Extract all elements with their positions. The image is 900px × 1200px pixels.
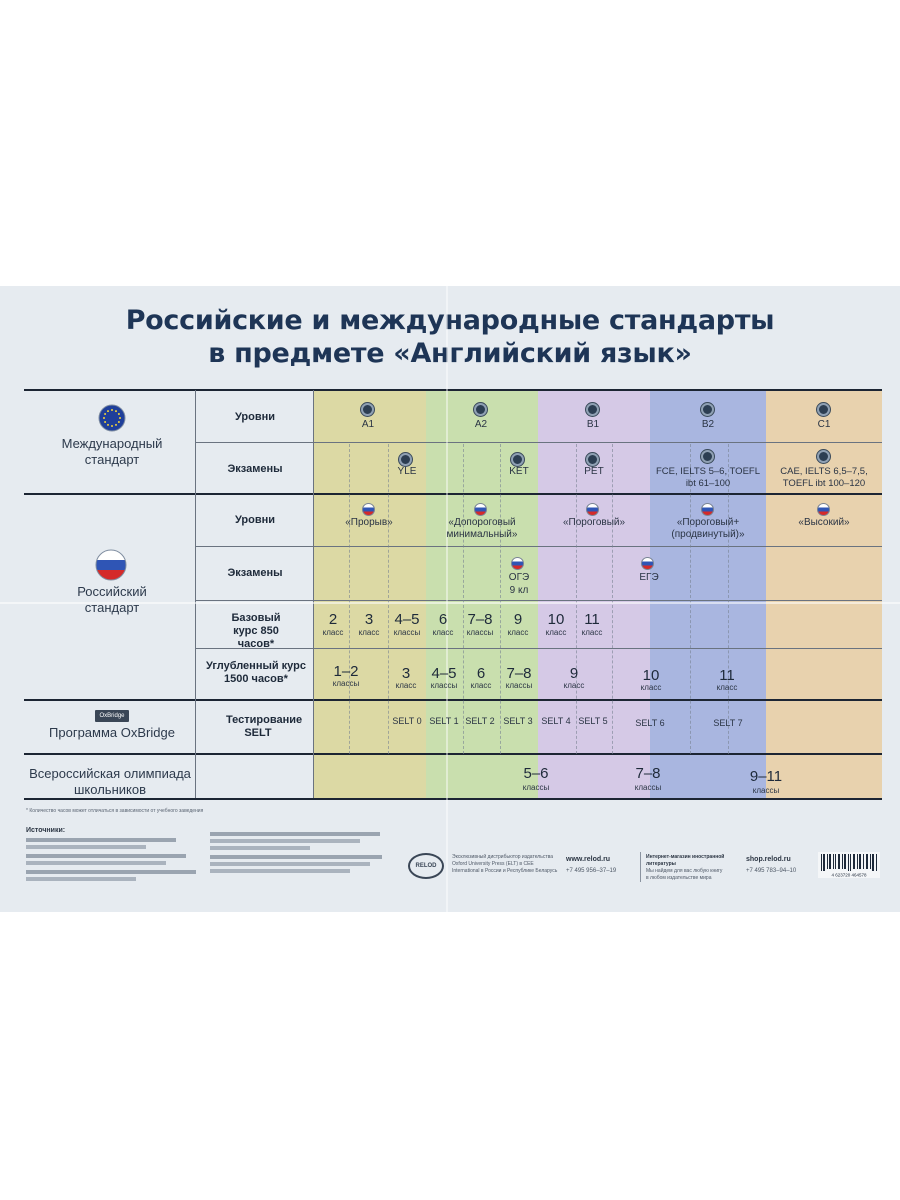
divider [24,493,882,495]
adv-course-grade: 9 [569,665,579,682]
adv-course-grade: 3 [401,665,411,682]
russia-flag-icon [362,503,375,516]
divider [196,600,882,601]
base-course-grade: 7–8 [467,611,493,628]
divider [24,389,882,391]
adv-course-unit: класс [395,681,417,690]
level-marker-icon [701,403,714,416]
level-marker-icon [817,403,830,416]
adv-course-unit: класс [470,681,492,690]
divider [690,444,691,754]
russia-flag-icon [95,549,127,581]
exam-marker-icon [511,453,524,466]
olympiad-unit: классы [522,783,550,792]
divider [349,444,350,754]
exam-ket: KET [509,466,529,477]
barcode-icon [818,852,880,878]
base-course-unit: класс [507,628,529,637]
shop-phone: +7 495 783–94–10 [746,868,797,874]
divider [195,390,196,798]
exam-marker-icon [586,453,599,466]
adv-course-unit: классы [505,681,533,690]
base-course-grade: 6 [438,611,448,628]
divider [612,444,613,754]
olympiad-unit: классы [634,783,662,792]
ru-level-vysokiy: «Высокий» [798,517,850,528]
oxbridge-badge: OxBridge [95,710,129,722]
divider [24,699,882,701]
ru-level-porog: «Пороговый» [562,517,626,528]
divider [196,648,882,649]
row-label-exams: Экзамены [227,463,283,475]
exam-marker-icon [399,453,412,466]
group-olympiad: Всероссийская олимпиада школьников [29,766,191,797]
base-course-unit: класс [322,628,344,637]
cefr-b2: B2 [701,419,715,430]
ru-level-proryv: «Прорыв» [345,517,393,528]
divider [196,442,882,443]
exam-marker-icon [817,450,830,463]
cefr-a2: A2 [474,419,488,430]
footnote: * Количество часов может отличаться в зависимости от учебного заведения [26,808,204,814]
selt-level: SELT 2 [465,716,495,726]
adv-course-grade: 10 [642,667,660,684]
divider [463,444,464,754]
base-course-grade: 10 [547,611,565,628]
base-course-unit: классы [466,628,494,637]
relod-site-link[interactable]: www.relod.ru [566,856,611,863]
shop-text: Мы найдем для вас любую книгу в любом издательстве мира [646,868,723,881]
adv-course-grade: 1–2 [333,663,359,680]
base-course-grade: 11 [584,611,600,628]
group-international: Международный стандарт [61,436,163,467]
ru-level-doporog: «Допороговый минимальный» [446,517,518,540]
relod-phone: +7 495 956–37–19 [566,868,617,874]
sources-list-2 [210,832,390,873]
base-course-grade: 3 [364,611,374,628]
olympiad-grades: 7–8 [635,765,661,782]
level-marker-icon [361,403,374,416]
row-label-ru-exams: Экзамены [227,567,283,579]
column-b1 [538,390,650,800]
base-course-unit: класс [545,628,567,637]
adv-course-grade: 7–8 [506,665,532,682]
row-label-testing: Тестирование SELT [226,714,303,739]
divider [313,390,314,798]
divider [24,753,882,755]
adv-course-unit: класс [563,681,585,690]
divider [196,546,882,547]
russia-flag-icon [817,503,830,516]
row-label-ru-levels: Уровни [234,514,276,526]
adv-course-unit: класс [716,683,738,692]
adv-course-grade: 6 [476,665,486,682]
row-label-adv-course: Углубленный курс 1500 часов* [206,660,306,685]
olympiad-unit: классы [752,786,780,795]
ru-level-porog-plus: «Пороговый+ (продвинутый)» [671,517,745,540]
divider [728,444,729,754]
base-course-grade: 9 [513,611,523,628]
base-course-unit: класс [358,628,380,637]
cefr-a1: A1 [361,419,375,430]
russia-flag-icon [641,557,654,570]
divider [640,852,641,882]
divider [388,444,389,754]
ru-exam-ege: ЕГЭ [639,572,659,583]
level-marker-icon [586,403,599,416]
selt-level: SELT 0 [392,716,422,726]
base-course-unit: классы [393,628,421,637]
selt-level: SELT 3 [503,716,533,726]
base-course-unit: класс [581,628,603,637]
sources-title: Источники: [26,827,66,834]
selt-level: SELT 1 [429,716,459,726]
fold-line [446,286,448,912]
russia-flag-icon [511,557,524,570]
group-oxbridge: Программа OxBridge [49,725,175,740]
adv-course-unit: классы [332,679,360,688]
divider [500,444,501,754]
row-label-base-course: Базовый курс 850 часов* [231,612,281,650]
column-a1 [314,390,426,800]
divider [576,444,577,754]
ru-exam-oge: ОГЭ [508,572,530,583]
exam-pet: PET [584,466,604,477]
selt-level: SELT 4 [541,716,571,726]
adv-course-unit: класс [640,683,662,692]
exam-c1: CAE, IELTS 6,5–7,5, TOEFL ibt 100–120 [780,466,868,489]
ru-exam-oge-grade: 9 кл [509,585,529,596]
base-course-unit: класс [432,628,454,637]
russia-flag-icon [701,503,714,516]
russia-flag-icon [474,503,487,516]
cefr-c1: C1 [817,419,831,430]
adv-course-unit: классы [430,681,458,690]
exam-marker-icon [701,450,714,463]
russia-flag-icon [586,503,599,516]
row-label-levels: Уровни [234,411,276,423]
adv-course-grade: 11 [719,667,735,684]
relod-logo: RELOD [408,853,444,879]
level-marker-icon [474,403,487,416]
olympiad-grades: 5–6 [523,765,549,782]
selt-level: SELT 6 [635,718,665,728]
exam-b2: FCE, IELTS 5–6, TOEFL ibt 61–100 [655,466,760,489]
base-course-grade: 2 [328,611,338,628]
exam-yle: YLE [397,466,417,477]
poster [0,286,900,912]
cefr-b1: B1 [586,419,600,430]
eu-flag-icon [98,404,126,432]
selt-level: SELT 5 [578,716,608,726]
adv-course-grade: 4–5 [431,665,457,682]
divider [24,798,882,800]
barcode-digits: 4 623720 464578 [831,872,867,878]
page-title: Российские и международные стандарты в предмете «Английский язык» [125,305,775,369]
shop-site-link[interactable]: shop.relod.ru [746,856,791,863]
relod-text: Эксклюзивный дистрибьютор издательства Oxford University Press (ELT) в СЕЕ International в России и Республике Беларусь [452,854,558,874]
group-russian: Российский стандарт [77,584,147,615]
sources-list [26,838,204,881]
shop-title: Интернет-магазин иностранной литературы [646,854,725,867]
selt-level: SELT 7 [713,718,743,728]
base-course-grade: 4–5 [394,611,420,628]
olympiad-grades: 9–11 [749,768,783,785]
